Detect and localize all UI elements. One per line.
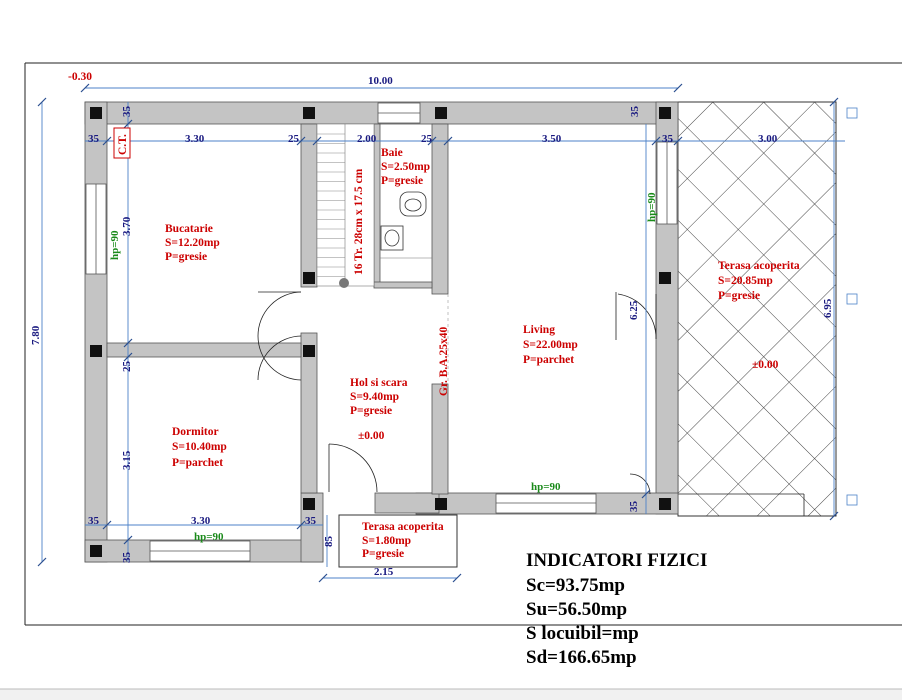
room-level: ±0.00 [358,430,385,442]
dim-total-height: 7.80 [30,325,42,345]
room-floor: P=gresie [350,405,393,417]
dim-terasa-width: 3.00 [758,133,778,145]
dim-living-width: 3.50 [542,133,562,145]
stairs-label: 16 Tr. 28cm x 17.5 cm [353,168,365,275]
room-floor: P=gresie [718,290,761,302]
window-left-label: hp=90 [109,230,121,260]
dim-bottom-35-right: 35 [305,515,316,527]
dim-left-25: 25 [121,361,133,372]
window-right-label: hp=90 [646,192,658,222]
room-area: S=22.00mp [523,339,578,351]
room-name: Terasa acoperita [718,260,800,272]
room-area: S=12.20mp [165,237,220,249]
dim-left-370: 3.70 [121,216,133,236]
staircase [317,124,374,288]
room-area: S=2.50mp [381,161,431,173]
dim-row-35-right: 35 [662,133,673,145]
room-area: S=20.85mp [718,275,773,287]
dim-top-35-right: 35 [629,106,641,117]
dim-terasa-mica-width: 2.15 [374,566,394,578]
dim-terasa-mica-height: 85 [323,536,335,547]
dim-bucatarie-width: 3.30 [185,133,205,145]
dim-bottom-35-left: 35 [88,515,99,527]
dim-top-35-left: 35 [121,106,133,117]
dim-left-35-bottom: 35 [121,552,133,563]
room-bucatarie [165,223,220,263]
dim-dormitor-width: 3.30 [191,515,211,527]
room-floor: P=gresie [381,175,424,187]
room-hol [350,377,408,442]
dim-living-height: 6.25 [628,300,640,320]
dim-terasa-height: 6.95 [822,298,834,318]
room-floor: P=gresie [362,548,405,560]
window-living-label: hp=90 [531,481,561,493]
dim-total-width: 10.00 [368,75,393,87]
terrace-large [678,102,836,516]
indicator-sd: Sd=166.65mp [526,647,637,668]
ct-label: C.T. [117,134,129,155]
room-name: Dormitor [172,426,219,438]
dim-wall-25-b: 25 [421,133,432,145]
room-level: ±0.00 [752,359,779,371]
room-name: Bucatarie [165,223,213,235]
room-living [523,324,578,366]
dim-left-315: 3.15 [121,450,133,470]
room-name: Living [523,324,555,336]
room-floor: P=parchet [172,457,224,469]
room-name: Baie [381,147,403,159]
bathroom-fixtures [380,192,432,258]
room-name: Terasa acoperita [362,521,444,533]
dim-wall-25-a: 25 [288,133,299,145]
dim-baie-width: 2.00 [357,133,377,145]
indicator-sc: Sc=93.75mp [526,575,625,596]
room-area: S=10.40mp [172,441,227,453]
room-area: S=1.80mp [362,535,412,547]
dim-row-35-left: 35 [88,133,99,145]
doors [258,292,656,494]
beam-label: Gr. B.A.25x40 [438,326,450,396]
indicators-panel [526,548,826,670]
indicators-title: INDICATORI FIZICI [526,550,708,571]
bottom-strip [0,689,902,700]
room-floor: P=parchet [523,354,575,366]
indicator-su: Su=56.50mp [526,599,628,620]
window-dormitor-label: hp=90 [194,531,224,543]
indicator-slocuibil: S locuibil=mp [526,623,639,644]
room-dormitor [172,426,227,469]
room-name: Hol si scara [350,377,408,389]
room-area: S=9.40mp [350,391,400,403]
room-floor: P=gresie [165,251,208,263]
dim-living-35: 35 [628,501,640,512]
elevation-label: -0.30 [68,71,92,83]
room-baie [381,147,430,187]
